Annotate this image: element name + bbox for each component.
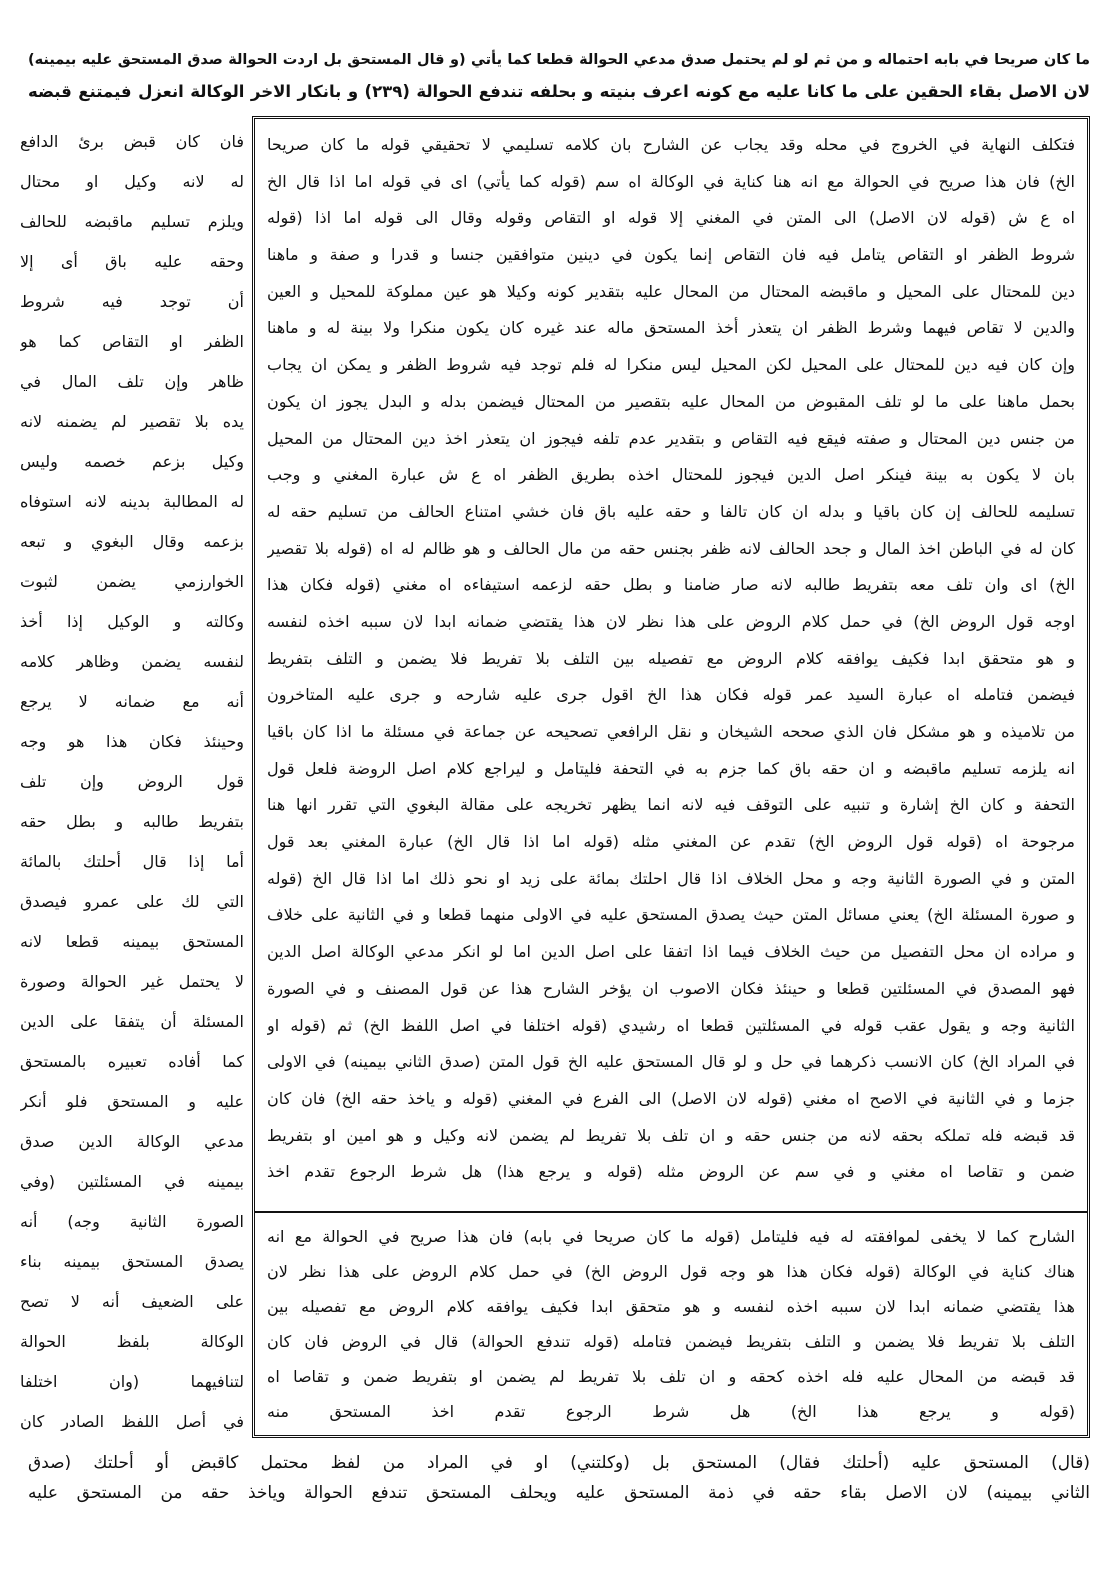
text-line: هناك كناية في الوكالة (قوله فكان هذا هو وجه قول الروض الخ) في حمل كلام الروض على هذا نظر لان — [267, 1262, 1075, 1281]
text-line: وحينئذ فكان هذا هو وجه — [20, 732, 244, 751]
main-commentary-text — [267, 127, 1075, 1191]
text-line: الثانية وجه و يقول عقب قوله في المسئلتين قطعا اه رشيدي (قوله اختلفا في اصل اللفظ الخ) ثم (قوله او — [267, 1015, 1075, 1035]
text-line: بيمينه في المسئلتين (وفي — [20, 1172, 244, 1191]
text-line: أن توجد فيه شروط — [20, 292, 244, 311]
text-line: يده بلا تقصير لم يضمنه لانه — [20, 412, 244, 431]
top-matn-text — [28, 44, 1090, 108]
text-line: اه ع ش (قوله لان الاصل) الى المتن في المغني إلا قوله او التقاص وقوله وقال الى قوله اما اذا (قوله — [267, 208, 1075, 228]
text-line: له لانه وكيل او محتال — [20, 172, 244, 191]
text-line: كما أفاده تعبيره بالمستحق — [20, 1052, 244, 1071]
text-line: من تلاميذه و هو مشكل فان الذي صححه الشيخان و نقل الرافعي تصحيحه عن جماعة في مسئلة ما اذا كان باقيا — [267, 722, 1075, 741]
commentary-box — [252, 116, 1090, 1438]
text-line: بزعمه وقال البغوي و تبعه — [20, 532, 244, 551]
text-line: تسليمه للحالف إن كان باقيا و بدله ان كان تالفا و حقه عليه باق فان خشي امتناع الحالف من تسليم حقه له — [267, 501, 1075, 521]
text-line: الصورة الثانية وجه) أنه — [20, 1212, 244, 1231]
text-line: له المطالبة بدينه لانه استوفاه — [20, 492, 244, 511]
text-line: ويلزم تسليم ماقبضه للحالف — [20, 212, 244, 231]
text-line: قول الروض وإن تلف — [20, 772, 244, 791]
footnote-commentary-text — [267, 1219, 1075, 1429]
text-line: الظفر او التقاص كما هو — [20, 332, 244, 351]
text-line: المتن و في الصورة الثانية وجه و محل الخلاف اذا قال احلتك بمائة على زيد او نحو ذلك اما اذا قال الخ (قوله — [267, 868, 1075, 888]
text-line: وحقه عليه باق أى إلا — [20, 252, 244, 271]
text-line: المستحق بيمينه قطعا لانه — [20, 932, 244, 951]
text-line: الشارح كما لا يخفى لموافقته له فيه فليتامل (قوله ما كان صريحا في بابه) فان هذا صريح في الحوالة مع انه — [267, 1227, 1075, 1246]
text-line: كان له في الباطن اخذ المال و جحد الحالف لانه ظفر بجنس حقه من مال الحالف و هو ظالم له اه (قوله بلا تقصير — [267, 538, 1075, 558]
text-line: الثاني بيمينه) لان الاصل بقاء حقه في ذمة المستحق عليه ويحلف المستحق تندفع الحوالة وياخذ حقه من المستحق عليه — [28, 1483, 1090, 1503]
text-line: فيضمن فتامله اه عبارة السيد عمر قوله فكان هذا الخ اقول جرى عليه شارحه و جرى عليه المتاخرون — [267, 685, 1075, 705]
text-line: فهو المصدق في المسئلتين قطعا و حينئذ فكان الاصوب ان يؤخر الشارح هذا عن قول المصنف و في الصورة — [267, 978, 1075, 998]
text-line: من جنس دين المحتال و صفته فيقع فيه التقاص و بتقدير عدم تلفه فيجوز ان يتعذر اخذ دين المحتال من المحيل — [267, 428, 1075, 448]
text-line: اوجه قول الروض الخ) في حمل كلام الروض على هذا نظر لان هذا يقتضي ضمانه ابدا لان سببه اخذه لنفسه — [267, 611, 1075, 631]
bottom-matn-text — [28, 1448, 1090, 1508]
text-line: انه يلزمه تسليم ماقبضه و ان حقه باق كما جزم به في التحفة فليتامل و ليراجع كلام اصل الروضة فلعل قول — [267, 758, 1075, 778]
text-line: وكالته و الوكيل إذا أخذ — [20, 612, 244, 631]
text-line: ظاهر وإن تلف المال في — [20, 372, 244, 391]
text-line: أما إذا قال أحلتك بالمائة — [20, 852, 244, 871]
text-line: قد قبضه من المحال عليه فله اخذه كحقه و ان تلف بلا تفريط لم يضمن او بتفريط ضمن و تقاصا اه — [267, 1367, 1075, 1386]
text-line: الخ) اى وان تلف معه بتفريط طالبه لانه صار ضامنا و بطل حقه لزعمه استيفاءه اه مغني (قوله فكان هذا — [267, 575, 1075, 595]
text-line: (قوله و يرجع هذا الخ) هل شرط الرجوع تقدم اخذ المستحق منه — [267, 1402, 1075, 1421]
text-line: لا يحتمل غير الحوالة وصورة — [20, 972, 244, 991]
text-line: و هو متحقق ابدا فكيف يوافقه كلام الروض مع تفصيله بين التلف بلا تفريط فلا يضمن و التلف بتفريط — [267, 648, 1075, 668]
text-line: التحفة و كان الخ إشارة و تنبيه على التوقف فيه لانه انما يظهر تخريجه على مقالة البغوي التي تقرر انها هنا — [267, 795, 1075, 815]
text-line: في أصل اللفظ الصادر كان — [20, 1412, 244, 1431]
text-line: بتفريط طالبه و بطل حقه — [20, 812, 244, 831]
text-line: وإن كان فيه دين للمحتال على المحيل لكن المحيل ليس منكرا له فلم توجد فيه شروط الظفر و يمكن ان يجاب — [267, 355, 1075, 375]
text-line: يصدق المستحق بيمينه بناء — [20, 1252, 244, 1271]
text-line: فان كان قبض برئ الدافع — [20, 132, 244, 151]
text-line: التلف بلا تفريط فلا يضمن و التلف بتفريط فيضمن فتامله (قوله تندفع الحوالة) قال في الروض فان كان — [267, 1332, 1075, 1351]
text-line: و صورة المسئلة الخ) يعني مسائل المتن حيث يصدق المستحق عليه في الاولى منهما قطعا و في الثانية على خلاف — [267, 905, 1075, 925]
text-line: عليه و المستحق فلو أنكر — [20, 1092, 244, 1111]
text-line: دين للمحتال على المحيل و ماقبضه المحتال من المحال عليه بتقدير كونه وكيلا هو عين مملوكة للمحيل و العين — [267, 281, 1075, 301]
text-line: والدين لا تقاص فيهما وشرط الظفر ان يتعذر أخذ المستحق ماله عند غيره كان يكون منكرا ولا بينة له و ماهنا — [267, 318, 1075, 338]
text-line: في المراد الخ) كان الانسب ذكرهما في حل و لو قال المستحق عليه الخ قول المتن (صدق الثاني بيمينه) في الاولى — [267, 1052, 1075, 1072]
text-line: لنفسه يضمن وظاهر كلامه — [20, 652, 244, 671]
footnote-divider — [255, 1211, 1087, 1213]
text-line: (قال) المستحق عليه (أحلتك فقال) المستحق بل (وكلتني) او في المراد من لفظ محتمل كاقبض أو أحلتك (صدق — [28, 1453, 1090, 1473]
text-line: التي لك على عمرو فيصدق — [20, 892, 244, 911]
text-line: ما كان صريحا في بابه احتماله و من ثم لو لم يحتمل صدق مدعي الحوالة قطعا كما يأتي (و قال المستحق بل اردت الحوالة صدق المستحق عليه بيمينه) — [28, 52, 1090, 68]
text-line: المسئلة أن يتفقا على الدين — [20, 1012, 244, 1031]
text-line: مرجوحة اه (قوله قول الروض الخ) تقدم عن المغني مثله (قوله اما اذا قال الخ) عبارة المغني بعد قول — [267, 832, 1075, 852]
text-line: و مراده ان محل التفصيل من حيث الخلاف فيما اذا اتفقا على اصل الدين اما لو انكر مدعي الوكالة اصل الدين — [267, 942, 1075, 962]
text-line: لتنافيهما (وان اختلفا — [20, 1372, 244, 1391]
text-line: الوكالة بلفظ الحوالة — [20, 1332, 244, 1351]
side-column-text — [20, 122, 244, 1442]
text-line: قد قبضه فله تملكه بحقه لانه من جنس حقه و ان تلف بلا تفريط لم يضمن لانه وكيل و هو امين او بتفريط — [267, 1125, 1075, 1145]
text-line: على الضعيف أنه لا تصح — [20, 1292, 244, 1311]
text-line: الخ) فان هذا صريح في الحوالة مع انه هنا كناية في الوكالة اه سم (قوله كما يأتي) اى في قوله اما اذا قال الخ — [267, 171, 1075, 191]
text-line: بان لا يكون به بينة فينكر اصل الدين فيجوز للمحتال اخذه بطريق الظفر اه ع ش عبارة المغني و وجب — [267, 465, 1075, 485]
text-line: ضمن و تقاصا اه مغني و في سم عن الروض مثله (قوله و يرجع هذا) هل شرط الرجوع تقدم اخذ — [267, 1162, 1075, 1182]
text-line: الخوارزمي يضمن لثبوت — [20, 572, 244, 591]
text-line: بحمل ماهنا على ما لو تلف المقبوض من المحال عليه بتقصير من المحتال فيضمن بدله و البدل يجوز ان يكون — [267, 391, 1075, 411]
text-line: وكيل بزعم خصمه وليس — [20, 452, 244, 471]
text-line: فتكلف النهاية في الخروج في محله وقد يجاب عن الشارح بان كلامه تسليمي لا تحقيقي قوله ما كان صريحا — [267, 135, 1075, 154]
text-line: أنه مع ضمانه لا يرجع — [20, 692, 244, 711]
text-line: لان الاصل بقاء الحقين على ما كانا عليه مع كونه اعرف بنيته و بحلفه تندفع الحوالة (٢٣٩) و بانكار الاخر الوكالة انعزل فيمتنع قبضه — [28, 82, 1090, 101]
text-line: جزما و في الثانية في الاصح اه مغني (قوله لان الاصل) الى الفرع في المغني (قوله و ياخذ حقه الخ) فان كان — [267, 1088, 1075, 1108]
text-line: شروط الظفر او التقاص يتامل فيه فان التقاص إنما يكون في دينين متوافقين جنسا و قدرا و صفة و ماهنا — [267, 245, 1075, 265]
text-line: مدعي الوكالة الدين صدق — [20, 1132, 244, 1151]
text-line: هذا يقتضي ضمانه ابدا لان سببه اخذه لنفسه و هو متحقق ابدا فكيف يوافقه كلام الروض مع تفصيله بين — [267, 1297, 1075, 1316]
